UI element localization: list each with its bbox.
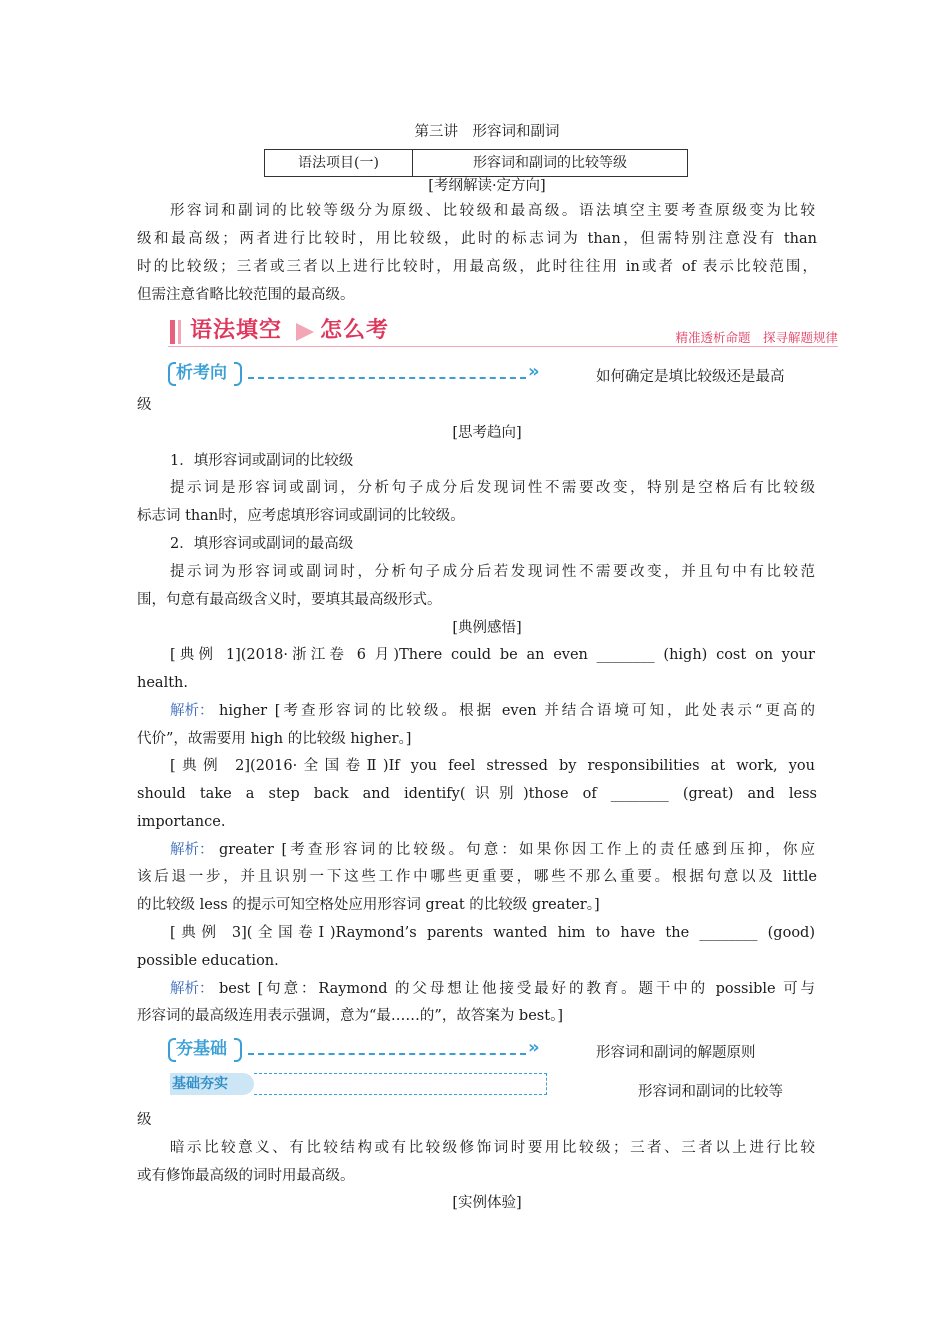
basics-badge-label: 基础夯实 (172, 1076, 228, 1092)
banner-underline (168, 346, 838, 347)
example2-answer-label: 解析： (170, 842, 214, 858)
example1-answer-1: higher [考查形容词的比较级。根据 even 并结合语境可知，此处表示“更高的 (219, 703, 815, 719)
point2-body-1: 提示词为形容词或副词时，分析句子成分后若发现词性不需要改变，并且句中有比较范 (170, 564, 815, 580)
example1-answer-2: 代价”，故需要用 high 的比较级 higher。] (137, 731, 412, 747)
example2-line-1: [典例 2](2016·全国卷Ⅱ)If you feel stressed by responsibilities at work, you (170, 758, 815, 774)
example1-line-1: [典例 1](2018·浙江卷 6 月)There could be an even ________ (high) cost on your (170, 647, 815, 663)
analysis-tag (168, 360, 548, 388)
banner-bar-icon (178, 320, 181, 344)
example3-answer-2: 形容词的最高级连用表示强调，意为“最……的”，故答案为 best。] (137, 1008, 563, 1024)
banner-arrow-icon (296, 323, 314, 341)
basics-title: 形容词和副词的解题原则 (596, 1045, 756, 1061)
banner-title-left: 语法填空 (190, 318, 283, 343)
example1-answer-label: 解析： (170, 703, 214, 719)
section-banner (168, 318, 838, 348)
dashed-line (248, 377, 526, 379)
intro-line-3: 时的比较级；三者或三者以上进行比较时，用最高级，此时往往用 in或者 of 表示比较范围， (137, 259, 817, 275)
basics-tag (168, 1036, 548, 1064)
point2-body-2: 围，句意有最高级含义时，要填其最高级形式。 (137, 592, 442, 608)
bracket-left-icon (168, 362, 176, 386)
basics-subtitle-tail: 级 (137, 1112, 152, 1128)
point2-title: 2．填形容词或副词的最高级 (170, 536, 354, 552)
example2-answer-1: greater [考查形容词的比较级。句意：如果你因工作上的责任感到压抑，你应 (219, 842, 815, 858)
example2-answer-2: 该后退一步，并且识别一下这些工作中哪些更重要，哪些不那么重要。根据句意以及 little (137, 869, 817, 885)
topic-table-col1: 语法项目(一) (265, 150, 413, 176)
dashed-line (248, 1053, 526, 1055)
examples-heading: [典例感悟] (452, 620, 522, 636)
lecture-title: 第三讲 形容词和副词 (414, 124, 560, 140)
double-chevron-icon: » (528, 1037, 540, 1058)
example2-line-2: should take a step back and identify(识别)those of ________ (great) and less (137, 786, 817, 802)
basics-body-1: 暗示比较意义、有比较结构或有比较级修饰词时要用比较级；三者、三者以上进行比较 (170, 1140, 815, 1156)
example3-line-1: [典例 3](全国卷Ⅰ)Raymond’s parents wanted him to have the ________ (good) (170, 925, 815, 941)
basics-tag-label: 夯基础 (176, 1039, 227, 1059)
example2-line-3: importance. (137, 814, 226, 830)
intro-line-1: 形容词和副词的比较等级分为原级、比较级和最高级。语法填空主要考查原级变为比较 (170, 203, 815, 219)
intro-line-2: 级和最高级；两者进行比较时，用比较级，此时的标志词为 than，但需特别注意没有 than (137, 231, 817, 247)
point1-body-1: 提示词是形容词或副词，分析句子成分后发现词性不需要改变，特别是空格后有比较级 (170, 480, 815, 496)
banner-title-right: 怎么考 (320, 318, 390, 343)
analysis-tag-label: 析考向 (176, 363, 227, 383)
example3-answer-1: best [句意：Raymond 的父母想让他接受最好的教育。题干中的 possible 可与 (219, 981, 815, 997)
banner-bar-icon (170, 320, 175, 344)
basics-badge (170, 1073, 254, 1095)
basics-subtitle: 形容词和副词的比较等 (638, 1084, 783, 1100)
bracket-right-icon (234, 1038, 242, 1062)
thinking-heading: [思考趋向] (452, 425, 522, 441)
basics-badge-row (170, 1073, 548, 1095)
outline-heading: [考纲解读·定方向] (428, 178, 546, 194)
analysis-question-tail: 级 (137, 397, 152, 413)
point1-body-2: 标志词 than时，应考虑填形容词或副词的比较级。 (137, 508, 465, 524)
banner-subtitle: 精准透析命题 探寻解题规律 (675, 330, 838, 345)
intro-line-4: 但需注意省略比较范围的最高级。 (137, 287, 355, 303)
double-chevron-icon: » (528, 361, 540, 382)
analysis-question: 如何确定是填比较级还是最高 (596, 369, 785, 385)
example3-answer-label: 解析： (170, 981, 214, 997)
basics-body-2: 或有修饰最高级的词时用最高级。 (137, 1168, 355, 1184)
topic-table-col2: 形容词和副词的比较等级 (473, 155, 627, 171)
basics-dashed-box (254, 1073, 547, 1095)
point1-title: 1．填形容词或副词的比较级 (170, 453, 354, 469)
example3-line-2: possible education. (137, 953, 279, 969)
bracket-left-icon (168, 1038, 176, 1062)
bracket-right-icon (234, 362, 242, 386)
practice-heading: [实例体验] (452, 1195, 522, 1211)
example1-line-2: health. (137, 675, 188, 691)
example2-answer-3: 的比较级 less 的提示可知空格处应用形容词 great 的比较级 greater。] (137, 897, 600, 913)
